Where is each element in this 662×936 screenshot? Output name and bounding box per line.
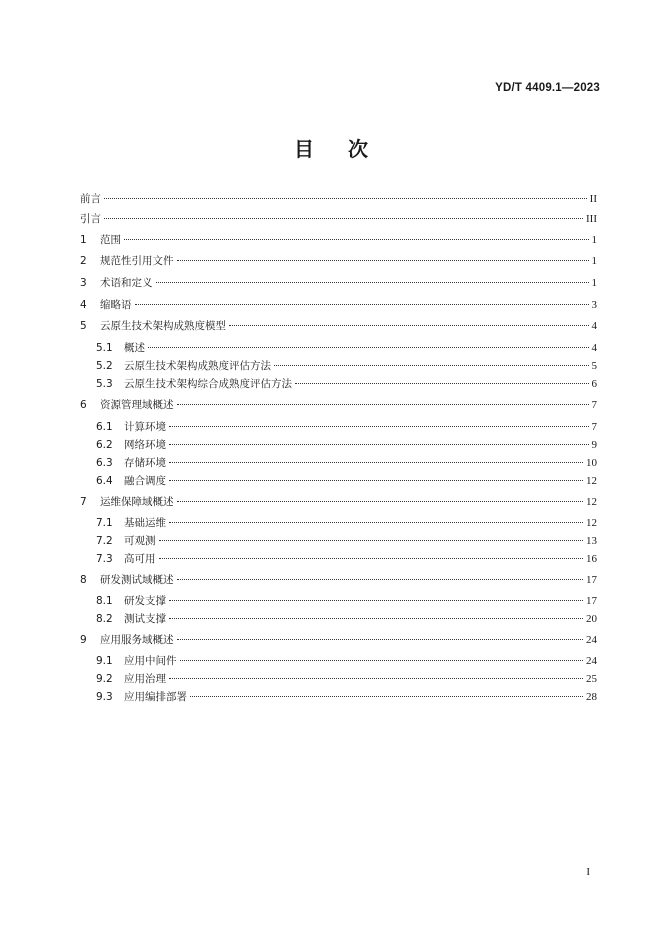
toc-entry-7[interactable]: 7 运维保障域概述 12 xyxy=(80,496,597,508)
toc-entry-7-1[interactable]: 7.1 基础运维 12 xyxy=(96,517,597,529)
toc-entry-foreword[interactable]: 前言 II xyxy=(80,193,597,205)
toc-entry-9-2[interactable]: 9.2 应用治理 25 xyxy=(96,673,597,685)
page-number: I xyxy=(586,866,590,878)
toc-entry-6-1[interactable]: 6.1 计算环境 7 xyxy=(96,421,597,433)
toc-entry-9[interactable]: 9 应用服务域概述 24 xyxy=(80,634,597,646)
toc-entry-7-2[interactable]: 7.2 可观测 13 xyxy=(96,535,597,547)
toc-entry-9-3[interactable]: 9.3 应用编排部署 28 xyxy=(96,691,597,703)
toc-entry-9-1[interactable]: 9.1 应用中间件 24 xyxy=(96,655,597,667)
toc-entry-8-2[interactable]: 8.2 测试支撑 20 xyxy=(96,613,597,625)
toc-title-left: 目 xyxy=(294,137,314,161)
toc-entry-3[interactable]: 3 术语和定义 1 xyxy=(80,277,597,289)
toc-entry-6-3[interactable]: 6.3 存储环境 10 xyxy=(96,457,597,469)
toc-entry-6-4[interactable]: 6.4 融合调度 12 xyxy=(96,475,597,487)
toc-title xyxy=(0,133,662,162)
toc-entry-introduction[interactable]: 引言 III xyxy=(80,213,597,225)
toc-entry-5-1[interactable]: 5.1 概述 4 xyxy=(96,342,597,354)
toc-entry-7-3[interactable]: 7.3 高可用 16 xyxy=(96,553,597,565)
toc-entry-4[interactable]: 4 缩略语 3 xyxy=(80,299,597,311)
toc-entry-5[interactable]: 5 云原生技术架构成熟度模型 4 xyxy=(80,320,597,332)
toc-entry-8[interactable]: 8 研发测试域概述 17 xyxy=(80,574,597,586)
toc-entry-2[interactable]: 2 规范性引用文件 1 xyxy=(80,255,597,267)
toc-entry-8-1[interactable]: 8.1 研发支撑 17 xyxy=(96,595,597,607)
toc-entry-5-3[interactable]: 5.3 云原生技术架构综合成熟度评估方法 6 xyxy=(96,378,597,390)
toc-entry-6-2[interactable]: 6.2 网络环境 9 xyxy=(96,439,597,451)
document-code: YD/T 4409.1—2023 xyxy=(495,82,600,94)
toc-entry-6[interactable]: 6 资源管理域概述 7 xyxy=(80,399,597,411)
toc-title-right: 次 xyxy=(348,137,368,161)
toc-entry-1[interactable]: 1 范围 1 xyxy=(80,234,597,246)
toc-entry-5-2[interactable]: 5.2 云原生技术架构成熟度评估方法 5 xyxy=(96,360,597,372)
